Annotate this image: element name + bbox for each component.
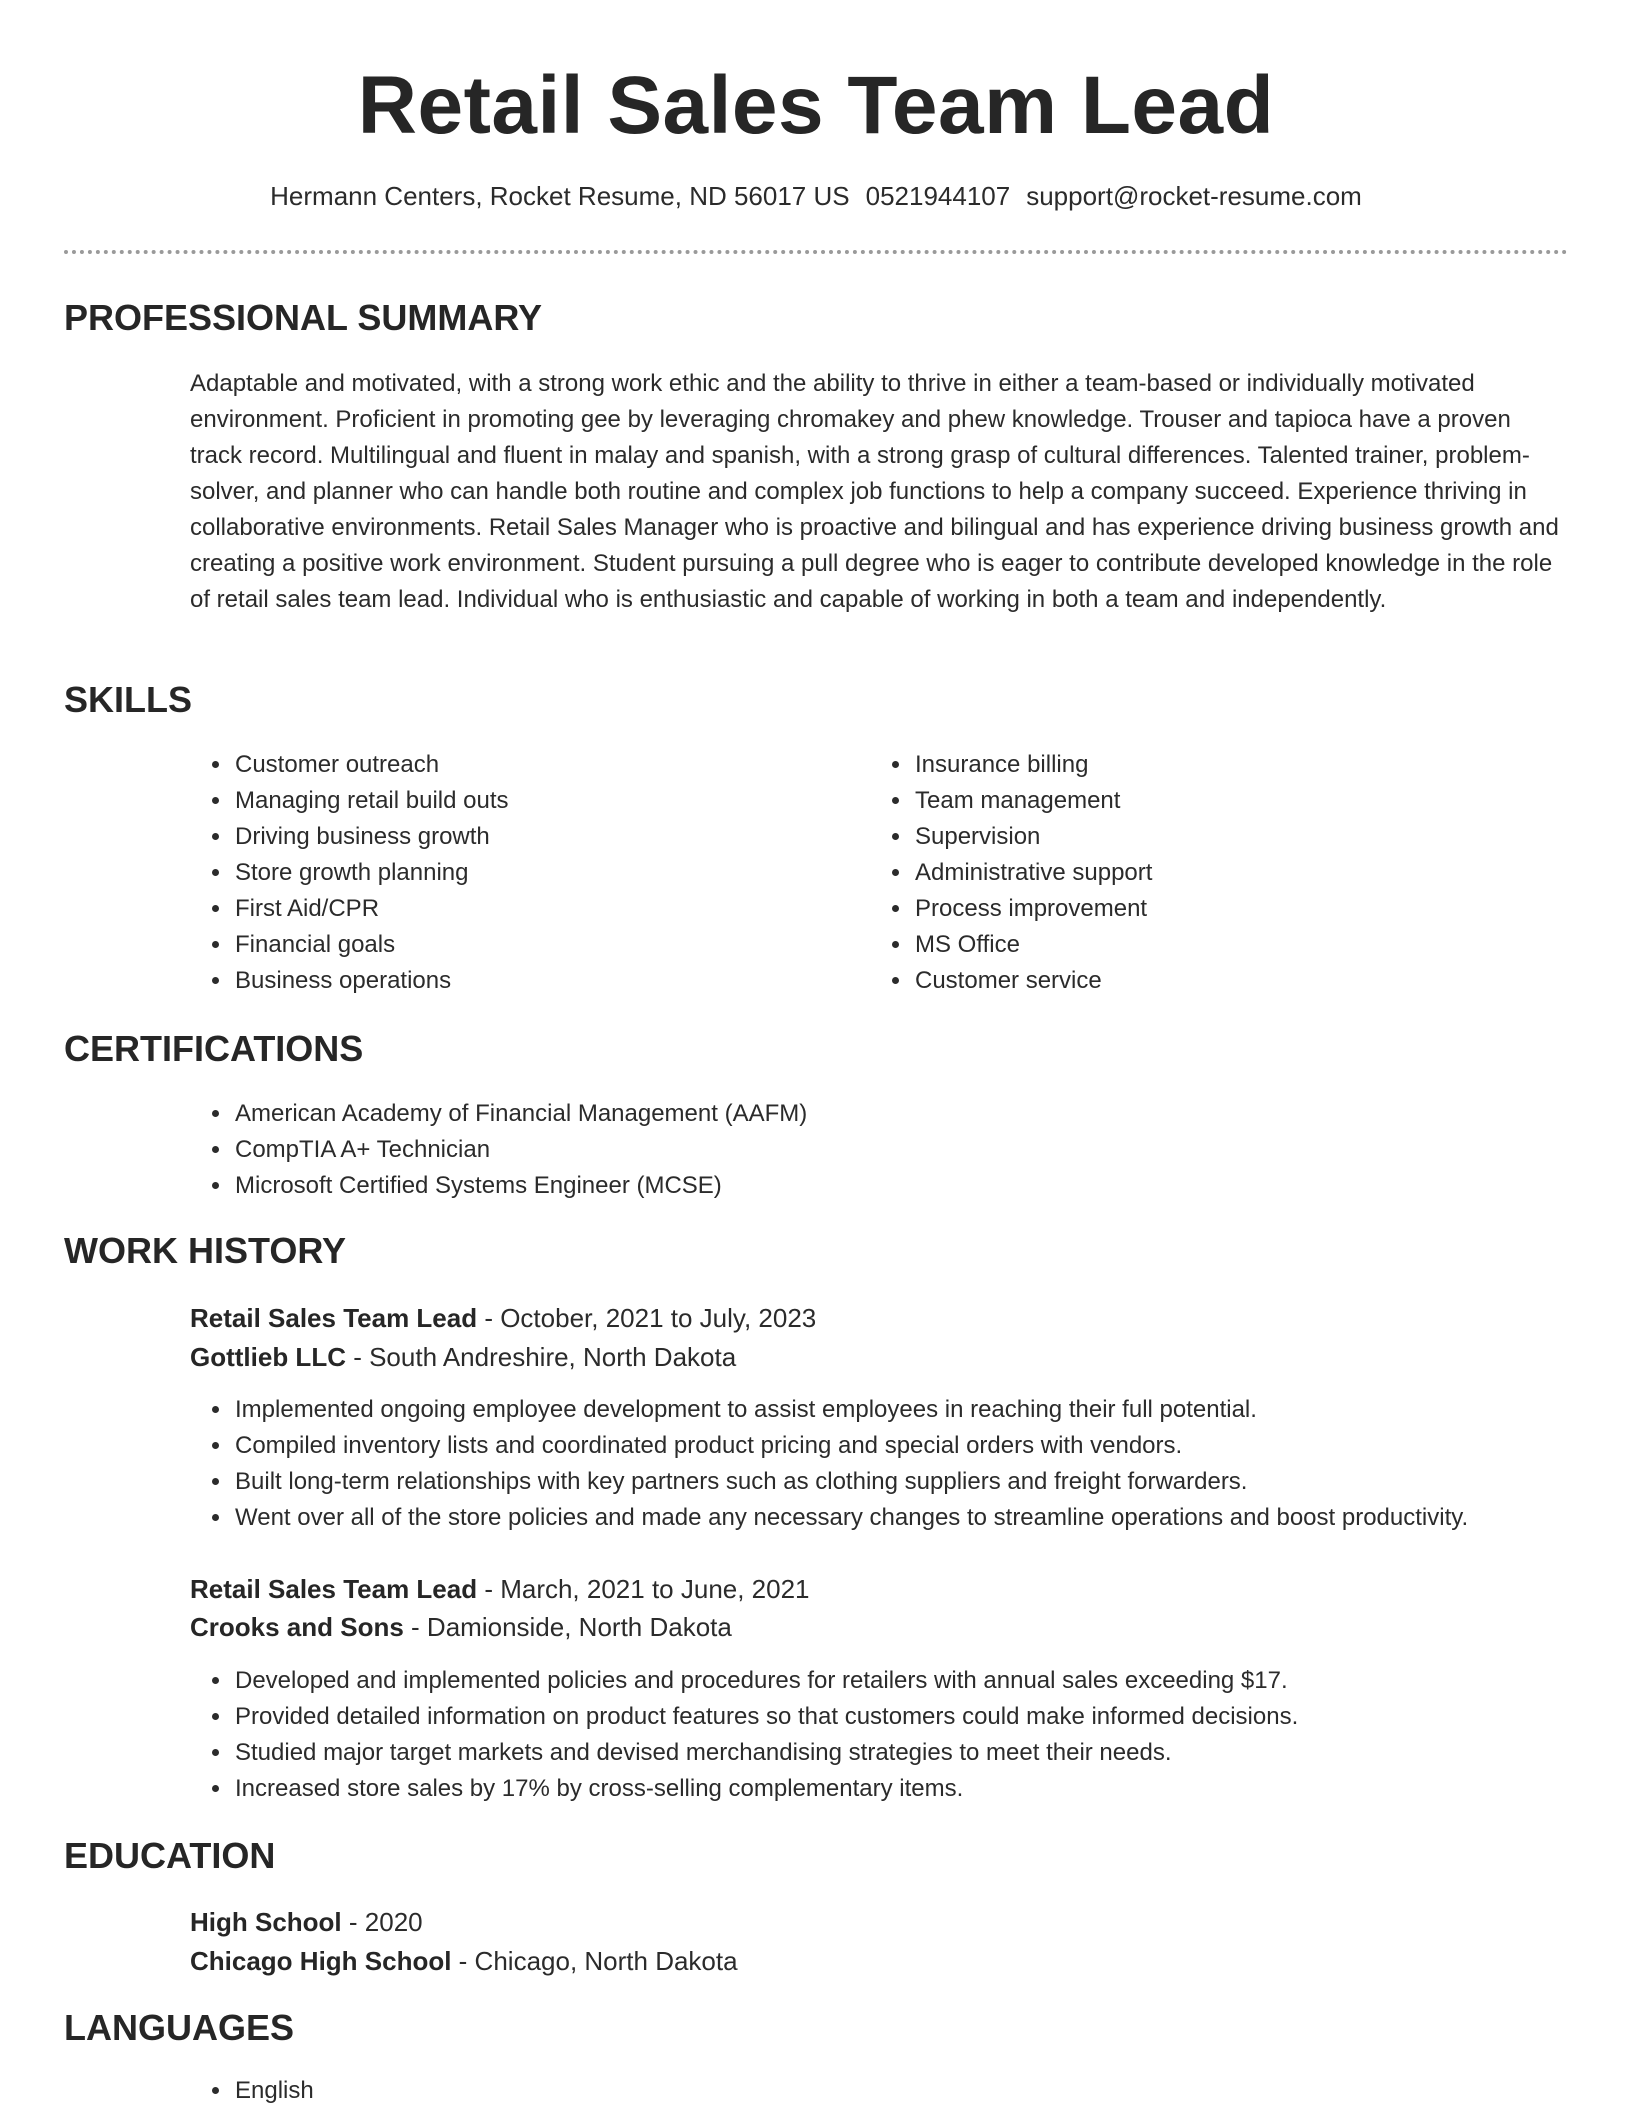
skills-heading: SKILLS (64, 679, 193, 720)
job-location: - South Andreshire, North Dakota (345, 1342, 737, 1372)
job-title-line (190, 1299, 816, 1337)
job-location: - Damionside, North Dakota (403, 1612, 732, 1642)
languages-list (190, 2073, 833, 2109)
list-item: • Built long-term relationships with key partners such as clothing suppliers and freight forwarders. (233, 1464, 1632, 1500)
contact-email: support@rocket-resume.com (1026, 181, 1362, 211)
summary-text: Adaptable and motivated, with a strong work ethic and the ability to thrive in either a team-based or individually motivated environment. Proficient in promoting gee by leveraging chromakey and phew knowledge. Trouser and tapioca have a proven track record. Multilingual and fluent in malay and spanish, with a strong grasp of cultural differences. Talented trainer, problem-solver, and planner who can handle both routine and complex job functions to help a company succeed. Experience thriving in collaborative environments. Retail Sales Manager who is proactive and bilingual and has experience driving business growth and creating a positive work environment. Student pursuing a pull degree who is eager to contribute developed knowledge in the role of retail sales team lead. Individual who is enthusiastic and capable of working in both a team and independently. (190, 370, 1559, 613)
job-company-line (190, 1338, 736, 1376)
list-item: • Financial goals (233, 927, 853, 963)
header-divider (64, 250, 1568, 254)
job-dates: - October, 2021 to July, 2023 (477, 1303, 817, 1333)
skills-list-left (190, 747, 853, 999)
job-company: Gottlieb LLC (190, 1342, 346, 1372)
work-history-heading: WORK HISTORY (64, 1230, 347, 1271)
contact-info (0, 178, 1632, 214)
education-location: - Chicago, North Dakota (451, 1946, 738, 1976)
list-item: • Insurance billing (913, 747, 1533, 783)
list-item: • Business operations (233, 963, 853, 999)
list-item: • Provided detailed information on product features so that customers could make informed decisions. (233, 1699, 1632, 1735)
job-role: Retail Sales Team Lead (190, 1574, 478, 1604)
list-item: • Studied major target markets and devised merchandising strategies to meet their needs. (233, 1735, 1632, 1771)
list-item: • MS Office (913, 927, 1533, 963)
list-item: • Supervision (913, 819, 1533, 855)
education-degree: High School (190, 1907, 342, 1937)
education-year: - 2020 (341, 1907, 423, 1937)
job-company: Crooks and Sons (190, 1612, 404, 1642)
certifications-list (190, 1096, 1603, 1204)
list-item: • CompTIA A+ Technician (233, 1132, 1603, 1168)
list-item: • Went over all of the store policies and made any necessary changes to streamline operations and boost productivity. (233, 1500, 1632, 1536)
job-title-line (190, 1570, 810, 1608)
list-item: • Store growth planning (233, 855, 853, 891)
list-item: • Customer service (913, 963, 1533, 999)
list-item: • Implemented ongoing employee development to assist employees in reaching their full potential. (233, 1392, 1632, 1428)
list-item: • Team management (913, 783, 1533, 819)
list-item: • Customer outreach (233, 747, 853, 783)
certifications-heading: CERTIFICATIONS (64, 1028, 364, 1069)
list-item: • Administrative support (913, 855, 1533, 891)
job-dates: - March, 2021 to June, 2021 (477, 1574, 810, 1604)
education-degree-line (190, 1903, 423, 1941)
resume-name-title: Retail Sales Team Lead (357, 60, 1275, 151)
education-school: Chicago High School (190, 1946, 452, 1976)
education-heading: EDUCATION (64, 1835, 276, 1876)
list-item: • English (233, 2073, 833, 2109)
job-company-line (190, 1608, 732, 1646)
job-role: Retail Sales Team Lead (190, 1303, 478, 1333)
list-item: • Microsoft Certified Systems Engineer (MCSE) (233, 1168, 1603, 1204)
list-item: • Driving business growth (233, 819, 853, 855)
summary-heading: PROFESSIONAL SUMMARY (64, 297, 543, 338)
list-item: • Developed and implemented policies and procedures for retailers with annual sales exceeding $17. (233, 1663, 1632, 1699)
contact-address: Hermann Centers, Rocket Resume, ND 56017 US (270, 181, 850, 211)
list-item: • First Aid/CPR (233, 891, 853, 927)
list-item: • Process improvement (913, 891, 1533, 927)
languages-heading: LANGUAGES (64, 2007, 295, 2048)
job-bullets (190, 1392, 1632, 1536)
list-item: • American Academy of Financial Management (AAFM) (233, 1096, 1603, 1132)
list-item: • Increased store sales by 17% by cross-selling complementary items. (233, 1771, 1632, 1807)
education-school-line (190, 1942, 738, 1980)
contact-phone: 0521944107 (865, 181, 1011, 211)
job-bullets (190, 1663, 1632, 1807)
list-item: • Compiled inventory lists and coordinated product pricing and special orders with vendors. (233, 1428, 1632, 1464)
skills-list-right (870, 747, 1533, 999)
list-item: • Managing retail build outs (233, 783, 853, 819)
